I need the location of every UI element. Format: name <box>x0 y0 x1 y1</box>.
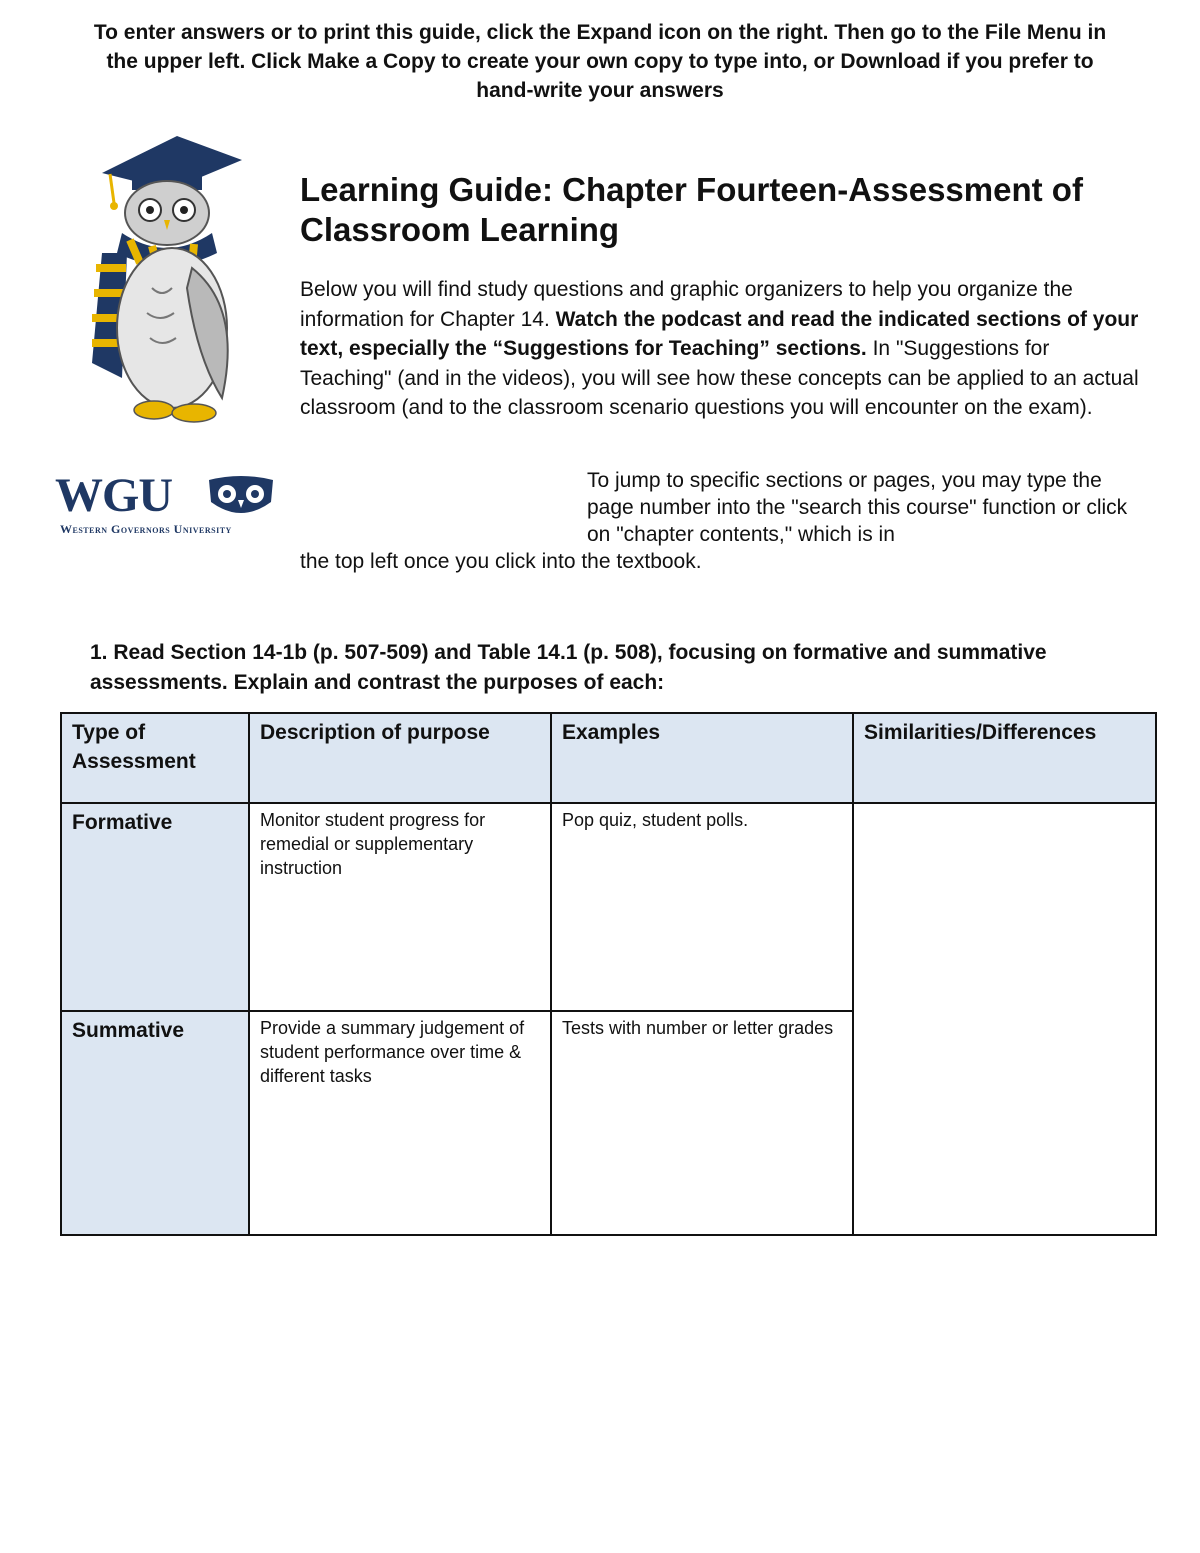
jump-instructions <box>300 467 1140 575</box>
intro-paragraph <box>300 275 1140 423</box>
jump-text-continued: the top left once you click into the textbook. <box>300 550 702 573</box>
owl-mascot-illustration <box>82 128 252 438</box>
table-header-row <box>61 713 1156 803</box>
print-instructions: To enter answers or to print this guide, click the Expand icon on the right. Then go to the File Menu in the upper left. Click Make a Copy to create your own copy to type into, or Download if you prefer to hand-write your answers <box>93 21 1107 102</box>
header-type-of-assessment: Type of Assessment <box>61 713 249 803</box>
header-similarities-differences: Similarities/Differences <box>853 713 1156 803</box>
assessment-table <box>60 712 1157 1236</box>
question-1: 1. Read Section 14-1b (p. 507-509) and Table 14.1 (p. 508), focusing on formative and summative assessments. Explain and contrast the purposes of each: <box>90 641 1047 694</box>
answer-cell-examples[interactable]: Tests with number or letter grades <box>551 1011 853 1235</box>
page-title: Learning Guide: Chapter Fourteen-Assessment of Classroom Learning <box>300 171 1083 248</box>
header-examples: Examples <box>551 713 853 803</box>
jump-text: To jump to specific sections or pages, you may type the page number into the "search this course" function or click on "chapter contents," which is in <box>587 469 1128 546</box>
owl-logo-icon <box>205 474 277 518</box>
wgu-logo-text: WGU <box>55 469 172 522</box>
intro-text: Below you will find study questions and graphic organizers to help you organize the information for Chapter 14. <box>300 278 1073 331</box>
intro-text-continued: In "Suggestions for Teaching" (and in the videos), you will see how these concepts can be applied to an actual classroom (and to the classroom scenario questions you will encounter on the exam). <box>300 337 1139 419</box>
answer-cell-description[interactable]: Provide a summary judgement of student performance over time & different tasks <box>249 1011 551 1235</box>
answer-cell-description[interactable]: Monitor student progress for remedial or supplementary instruction <box>249 803 551 1011</box>
wgu-logo <box>55 470 277 540</box>
wgu-logo-subtitle: Western Governors University <box>60 522 232 536</box>
answer-cell-similarities[interactable] <box>853 803 1156 1235</box>
table-row <box>61 803 1156 1011</box>
intro-bold-text: Watch the podcast and read the indicated sections of your text, especially the “Suggestions for Teaching” sections. <box>300 307 1139 360</box>
header-description: Description of purpose <box>249 713 551 803</box>
row-type-formative: Formative <box>61 803 249 1011</box>
row-type-summative: Summative <box>61 1011 249 1235</box>
answer-cell-examples[interactable]: Pop quiz, student polls. <box>551 803 853 1011</box>
